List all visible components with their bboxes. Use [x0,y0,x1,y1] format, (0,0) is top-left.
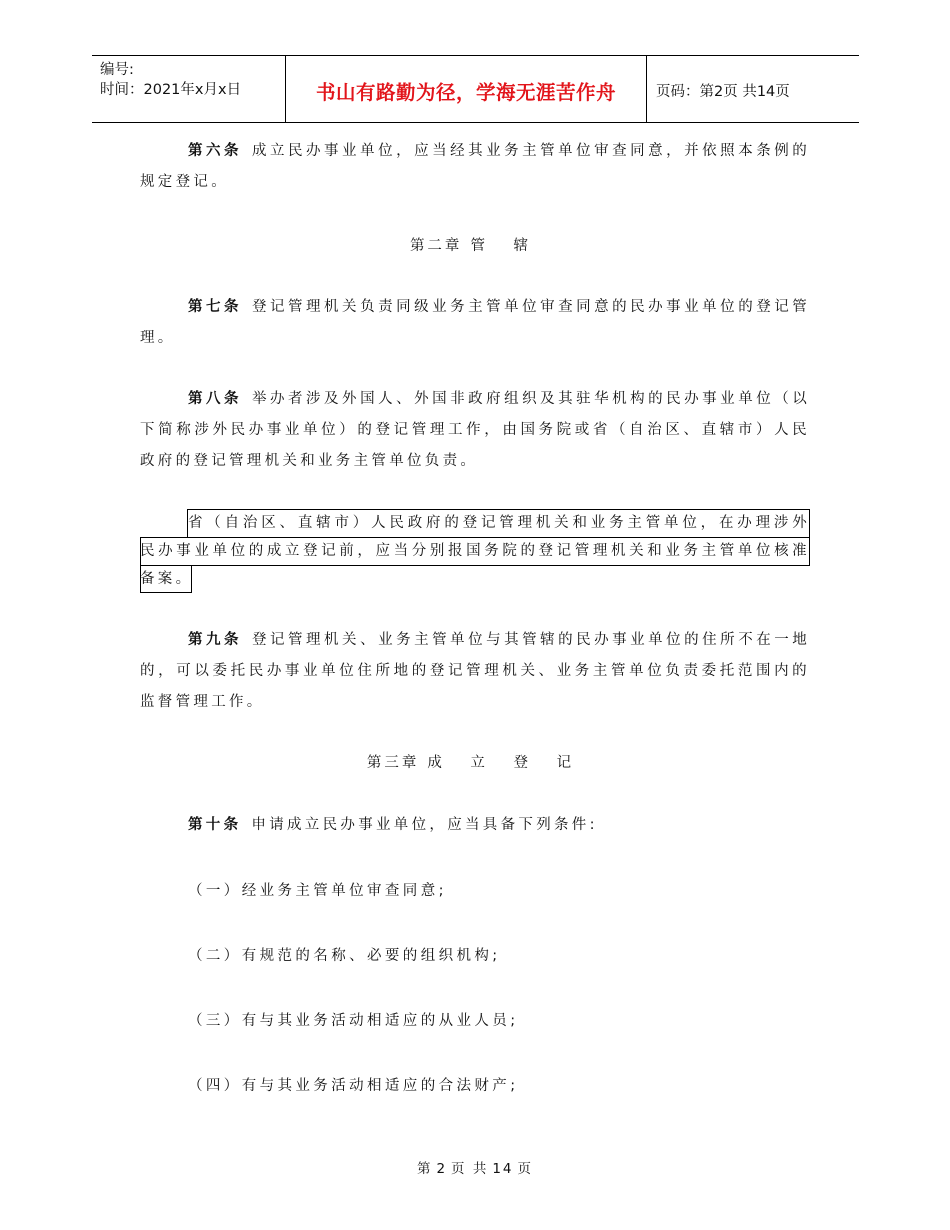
chapter-2-number: 第二章 [409,238,463,254]
article-6-text: 成立民办事业单位，应当经其业务主管单位审查同意，并依照本条例的规定登记。 [140,143,811,190]
article-9-label: 第九条 [188,632,243,648]
article-10-label: 第十条 [188,817,242,833]
header-page-info: 页码：第2页 共14页 [656,84,790,100]
article-7-text: 登记管理机关负责同级业务主管单位审查同意的民办事业单位的登记管理。 [140,299,811,346]
article-9 [140,625,810,718]
article-6 [140,136,810,198]
article-6-label: 第六条 [188,143,243,159]
chapter-3-title: 成 立 登 记 [427,755,584,771]
footer-page-mid: 页 共 [451,1161,489,1177]
article-7 [140,292,810,354]
chapter-2-title: 管 辖 [470,238,541,254]
document-number-label: 编号: [100,62,134,78]
footer-page-suffix: 页 [517,1161,534,1177]
chapter-3-number: 第三章 [366,755,420,771]
header-meta-cell [92,56,285,122]
condition-item: （三）有与其业务活动相适应的从业人员; [188,1013,519,1029]
header-motto: 书山有路勤为径，学海无涯苦作舟 [315,81,616,104]
article-8-framed-text: 省（自治区、直辖市）人民政府的登记管理机关和业务主管单位，在办理涉外民办事业单位的成立登记前，应当分别报国务院的登记管理机关和业务主管单位核准备案。 [140,515,810,587]
condition-item: （一）经业务主管单位审查同意; [188,883,447,899]
article-8 [140,384,810,477]
footer-page-number: 2 [436,1161,448,1177]
document-time-label: 时间：2021年x月x日 [100,82,242,98]
condition-item: （四）有与其业务活动相适应的合法财产; [188,1078,519,1094]
header-motto-cell [285,56,647,122]
footer-page-prefix: 第 [416,1161,433,1177]
chapter-2-heading [0,234,950,255]
page-header [92,55,859,123]
condition-item: （二）有规范的名称、必要的组织机构; [188,948,501,964]
page-footer [0,1157,950,1177]
article-10-text: 申请成立民办事业单位，应当具备下列条件: [251,817,598,833]
article-8-text: 举办者涉及外国人、外国非政府组织及其驻华机构的民办事业单位（以下简称涉外民办事业单位）的登记管理工作，由国务院或省（自治区、直辖市）人民政府的登记管理机关和业务主管单位负责。 [140,391,811,469]
header-page-cell [646,56,859,122]
chapter-3-heading [0,751,950,772]
framed-paragraph [140,509,810,593]
article-8-label: 第八条 [188,391,243,407]
article-10 [140,810,810,841]
article-9-text: 登记管理机关、业务主管单位与其管辖的民办事业单位的住所不在一地的，可以委托民办事业单位住所地的登记管理机关、业务主管单位负责委托范围内的监督管理工作。 [140,632,811,710]
article-7-label: 第七条 [188,299,243,315]
footer-page-total: 14 [492,1161,514,1177]
